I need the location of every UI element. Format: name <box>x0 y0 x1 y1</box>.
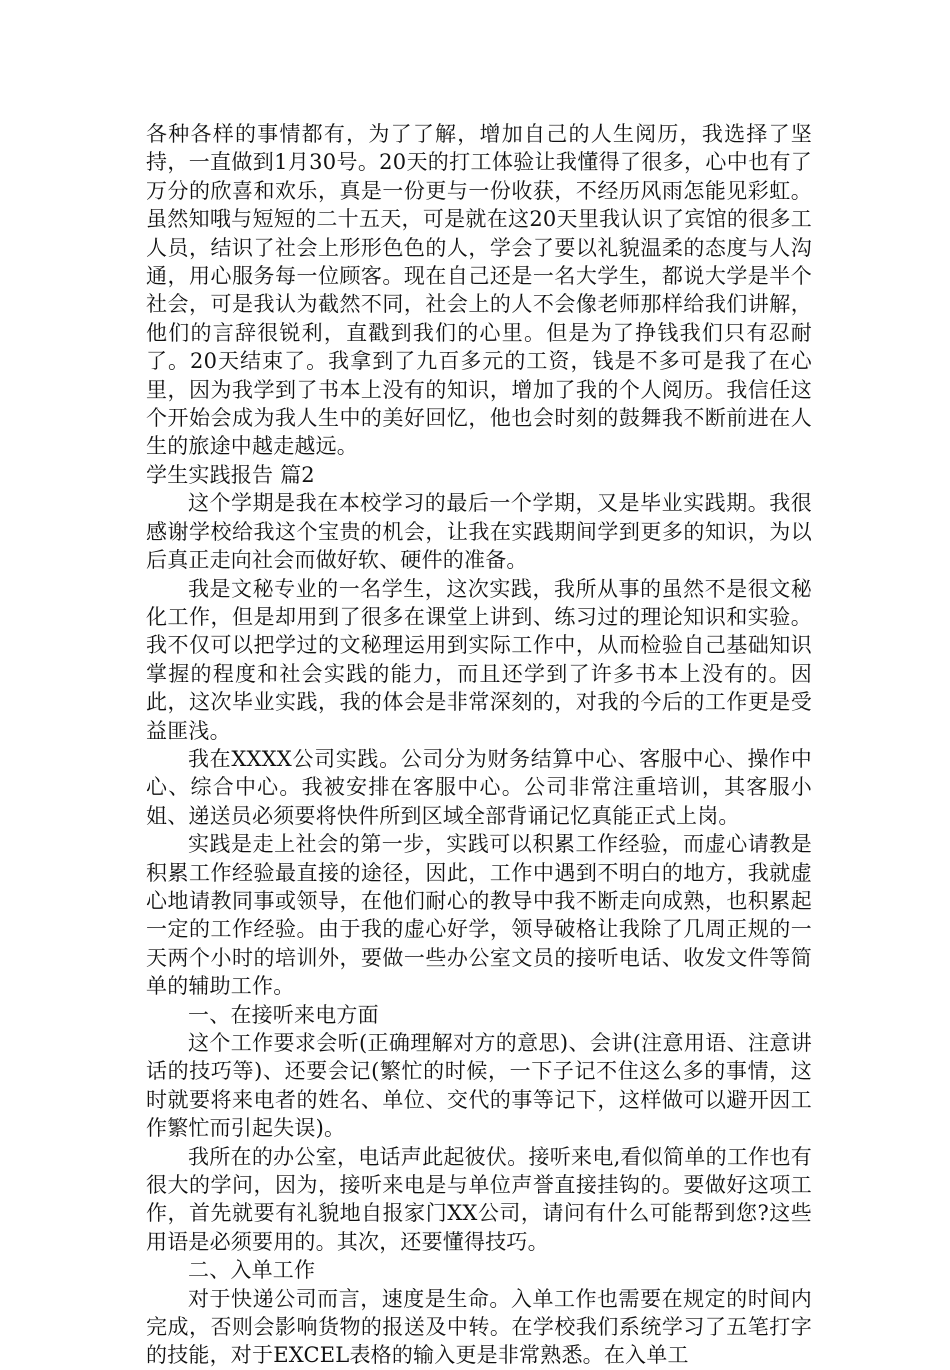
section-heading: 学生实践报告 篇2 <box>146 462 315 487</box>
paragraph: 我所在的办公室，电话声此起彼伏。接听来电,看似简单的工作也有很大的学问，因为，接听来电是与单位声誉直接挂钩的。要做好这项工作，首先就要有礼貌地自报家门XX公司，请问有什么可能帮到您?这些用语是必须要用的。其次，还要懂得技巧。 <box>146 1144 812 1254</box>
paragraph: 这个学期是我在本校学习的最后一个学期，又是毕业实践期。我很感谢学校给我这个宝贵的机会，让我在实践期间学到更多的知识，为以后真正走向社会而做好软、硬件的准备。 <box>146 491 812 573</box>
paragraph: 我是文秘专业的一名学生，这次实践，我所从事的虽然不是很文秘化工作，但是却用到了很多在课堂上讲到、练习过的理论知识和实验。我不仅可以把学过的文秘理运用到实际工作中，从而检验自己基础知识掌握的程度和社会实践的能力，而且还学到了许多书本上没有的。因此，这次毕业实践，我的体会是非常深刻的，对我的今后的工作更是受益匪浅。 <box>146 576 812 743</box>
subsection-heading: 一、在接听来电方面 <box>188 1002 379 1027</box>
document-body <box>146 120 812 1370</box>
paragraph: 实践是走上社会的第一步，实践可以积累工作经验，而虚心请教是积累工作经验最直接的途径，因此，工作中遇到不明白的地方，我就虚心地请教同事或领导，在他们耐心的教导中我不断走向成熟，也积累起一定的工作经验。由于我的虚心好学，领导破格让我除了几周正规的一天两个小时的培训外，要做一些办公室文员的接听电话、收发文件等简单的辅助工作。 <box>146 832 812 999</box>
paragraph: 我在XXXX公司实践。公司分为财务结算中心、客服中心、操作中心、综合中心。我被安排在客服中心。公司非常注重培训，其客服小姐、递送员必须要将快件所到区域全部背诵记忆真能正式上岗。 <box>146 746 812 828</box>
subsection-heading: 二、入单工作 <box>188 1258 316 1283</box>
paragraph-continued: 各种各样的事情都有，为了了解，增加自己的人生阅历，我选择了坚持，一直做到1月30号。20天的打工体验让我懂得了很多，心中也有了万分的欣喜和欢乐，真是一份更与一份收获，不经历风雨怎能见彩虹。虽然知哦与短短的二十五天，可是就在这20天里我认识了宾馆的很多工人员，结识了社会上形形色色的人，学会了要以礼貌温柔的态度与人沟通，用心服务每一位顾客。现在自己还是一名大学生，都说大学是半个社会，可是我认为截然不同，社会上的人不会像老师那样给我们讲解，他们的言辞很锐利，直戳到我们的心里。但是为了挣钱我们只有忍耐了。20天结束了。我拿到了九百多元的工资，钱是不多可是我了在心里，因为我学到了书本上没有的知识，增加了我的个人阅历。我信任这个开始会成为我人生中的美好回忆，他也会时刻的鼓舞我不断前进在人生的旅途中越走越远。 <box>146 122 812 459</box>
paragraph: 对于快递公司而言，速度是生命。入单工作也需要在规定的时间内完成，否则会影响货物的报送及中转。在学校我们系统学习了五笔打字的技能，对于EXCEL表格的输入更是非常熟悉。在入单工 <box>146 1286 812 1368</box>
paragraph: 这个工作要求会听(正确理解对方的意思)、会讲(注意用语、注意讲话的技巧等)、还要会记(繁忙的时候，一下子记不住这么多的事情，这时就要将来电者的姓名、单位、交代的事等记下，这样做可以避开因工作繁忙而引起失误)。 <box>146 1031 812 1141</box>
